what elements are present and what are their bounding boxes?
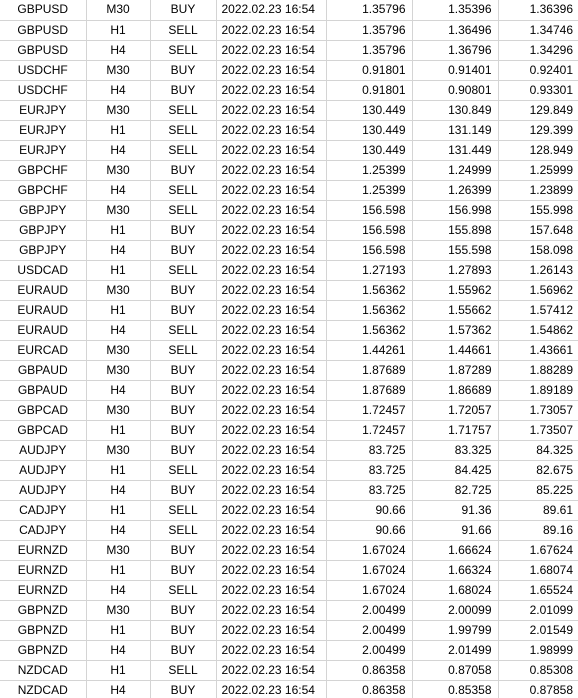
symbol-cell[interactable]: GBPJPY: [0, 240, 86, 260]
table-row: [0, 240, 578, 260]
price-cell[interactable]: 1.67024: [326, 560, 412, 580]
target-cell[interactable]: 157.648: [498, 220, 578, 240]
target-cell[interactable]: 84.325: [498, 440, 578, 460]
stop-cell[interactable]: 1.55962: [412, 280, 498, 300]
timeframe-cell[interactable]: H1: [86, 460, 150, 480]
symbol-cell[interactable]: EURJPY: [0, 100, 86, 120]
timeframe-cell[interactable]: H4: [86, 580, 150, 600]
stop-cell[interactable]: 91.66: [412, 520, 498, 540]
timeframe-cell[interactable]: H4: [86, 40, 150, 60]
price-cell[interactable]: 156.598: [326, 220, 412, 240]
signal-cell[interactable]: BUY: [150, 440, 216, 460]
table-row: [0, 340, 578, 360]
datetime-cell[interactable]: 2022.02.23 16:54: [216, 480, 326, 500]
price-cell[interactable]: 0.86358: [326, 660, 412, 680]
symbol-cell[interactable]: GBPUSD: [0, 40, 86, 60]
stop-cell[interactable]: 1.36796: [412, 40, 498, 60]
timeframe-cell[interactable]: M30: [86, 540, 150, 560]
table-row: [0, 280, 578, 300]
timeframe-cell[interactable]: H4: [86, 240, 150, 260]
table-row: [0, 40, 578, 60]
target-cell[interactable]: 1.89189: [498, 380, 578, 400]
timeframe-cell[interactable]: H1: [86, 260, 150, 280]
signal-cell[interactable]: SELL: [150, 500, 216, 520]
datetime-cell[interactable]: 2022.02.23 16:54: [216, 120, 326, 140]
symbol-cell[interactable]: AUDJPY: [0, 480, 86, 500]
signal-cell[interactable]: BUY: [150, 480, 216, 500]
stop-cell[interactable]: 155.898: [412, 220, 498, 240]
table-row: [0, 20, 578, 40]
datetime-cell[interactable]: 2022.02.23 16:54: [216, 520, 326, 540]
stop-cell[interactable]: 131.449: [412, 140, 498, 160]
target-cell[interactable]: 1.25999: [498, 160, 578, 180]
table-row: [0, 420, 578, 440]
symbol-cell[interactable]: GBPAUD: [0, 360, 86, 380]
table-row: [0, 80, 578, 100]
target-cell[interactable]: 1.73507: [498, 420, 578, 440]
symbol-cell[interactable]: CADJPY: [0, 500, 86, 520]
datetime-cell[interactable]: 2022.02.23 16:54: [216, 600, 326, 620]
price-cell[interactable]: 1.44261: [326, 340, 412, 360]
timeframe-cell[interactable]: M30: [86, 160, 150, 180]
signal-cell[interactable]: BUY: [150, 0, 216, 20]
datetime-cell[interactable]: 2022.02.23 16:54: [216, 620, 326, 640]
symbol-cell[interactable]: AUDJPY: [0, 460, 86, 480]
datetime-cell[interactable]: 2022.02.23 16:54: [216, 420, 326, 440]
symbol-cell[interactable]: EURAUD: [0, 320, 86, 340]
target-cell[interactable]: 1.36396: [498, 0, 578, 20]
stop-cell[interactable]: 1.27893: [412, 260, 498, 280]
signal-cell[interactable]: BUY: [150, 420, 216, 440]
signal-cell[interactable]: BUY: [150, 160, 216, 180]
stop-cell[interactable]: 0.85358: [412, 680, 498, 698]
table-row: [0, 220, 578, 240]
stop-cell[interactable]: 0.91401: [412, 60, 498, 80]
datetime-cell[interactable]: 2022.02.23 16:54: [216, 20, 326, 40]
target-cell[interactable]: 0.92401: [498, 60, 578, 80]
timeframe-cell[interactable]: M30: [86, 200, 150, 220]
signal-cell[interactable]: SELL: [150, 460, 216, 480]
datetime-cell[interactable]: 2022.02.23 16:54: [216, 680, 326, 698]
price-cell[interactable]: 83.725: [326, 460, 412, 480]
signal-cell[interactable]: SELL: [150, 320, 216, 340]
price-cell[interactable]: 1.35796: [326, 40, 412, 60]
datetime-cell[interactable]: 2022.02.23 16:54: [216, 60, 326, 80]
price-cell[interactable]: 0.86358: [326, 680, 412, 698]
signal-cell[interactable]: SELL: [150, 40, 216, 60]
stop-cell[interactable]: 1.87289: [412, 360, 498, 380]
table-row: [0, 520, 578, 540]
stop-cell[interactable]: 1.55662: [412, 300, 498, 320]
price-cell[interactable]: 0.91801: [326, 80, 412, 100]
price-cell[interactable]: 1.35796: [326, 20, 412, 40]
table-row: [0, 500, 578, 520]
datetime-cell[interactable]: 2022.02.23 16:54: [216, 80, 326, 100]
target-cell[interactable]: 0.85308: [498, 660, 578, 680]
timeframe-cell[interactable]: M30: [86, 360, 150, 380]
timeframe-cell[interactable]: H1: [86, 20, 150, 40]
symbol-cell[interactable]: EURAUD: [0, 300, 86, 320]
stop-cell[interactable]: 156.998: [412, 200, 498, 220]
table-row: [0, 400, 578, 420]
target-cell[interactable]: 1.73057: [498, 400, 578, 420]
timeframe-cell[interactable]: M30: [86, 340, 150, 360]
timeframe-cell[interactable]: H4: [86, 140, 150, 160]
table-row: [0, 180, 578, 200]
signal-cell[interactable]: SELL: [150, 260, 216, 280]
price-cell[interactable]: 1.56362: [326, 320, 412, 340]
symbol-cell[interactable]: GBPNZD: [0, 620, 86, 640]
timeframe-cell[interactable]: H4: [86, 180, 150, 200]
table-row: [0, 560, 578, 580]
table-row: [0, 380, 578, 400]
signal-cell[interactable]: SELL: [150, 340, 216, 360]
stop-cell[interactable]: 2.01499: [412, 640, 498, 660]
price-cell[interactable]: 1.87689: [326, 380, 412, 400]
target-cell[interactable]: 1.34296: [498, 40, 578, 60]
signal-cell[interactable]: BUY: [150, 240, 216, 260]
price-cell[interactable]: 1.25399: [326, 180, 412, 200]
symbol-cell[interactable]: EURNZD: [0, 540, 86, 560]
symbol-cell[interactable]: GBPCHF: [0, 180, 86, 200]
timeframe-cell[interactable]: H1: [86, 220, 150, 240]
signal-cell[interactable]: BUY: [150, 400, 216, 420]
timeframe-cell[interactable]: H1: [86, 500, 150, 520]
target-cell[interactable]: 89.16: [498, 520, 578, 540]
symbol-cell[interactable]: USDCHF: [0, 80, 86, 100]
target-cell[interactable]: 1.56962: [498, 280, 578, 300]
price-cell[interactable]: 130.449: [326, 100, 412, 120]
timeframe-cell[interactable]: M30: [86, 600, 150, 620]
stop-cell[interactable]: 1.66624: [412, 540, 498, 560]
symbol-cell[interactable]: GBPNZD: [0, 640, 86, 660]
target-cell[interactable]: 2.01549: [498, 620, 578, 640]
target-cell[interactable]: 1.34746: [498, 20, 578, 40]
signal-cell[interactable]: SELL: [150, 200, 216, 220]
datetime-cell[interactable]: 2022.02.23 16:54: [216, 640, 326, 660]
table-row: [0, 480, 578, 500]
symbol-cell[interactable]: EURJPY: [0, 120, 86, 140]
symbol-cell[interactable]: GBPCHF: [0, 160, 86, 180]
timeframe-cell[interactable]: H4: [86, 380, 150, 400]
datetime-cell[interactable]: 2022.02.23 16:54: [216, 180, 326, 200]
signal-cell[interactable]: BUY: [150, 80, 216, 100]
timeframe-cell[interactable]: M30: [86, 0, 150, 20]
symbol-cell[interactable]: USDCHF: [0, 60, 86, 80]
table-row: [0, 60, 578, 80]
target-cell[interactable]: 1.57412: [498, 300, 578, 320]
target-cell[interactable]: 129.849: [498, 100, 578, 120]
symbol-cell[interactable]: GBPUSD: [0, 20, 86, 40]
price-cell[interactable]: 90.66: [326, 500, 412, 520]
symbol-cell[interactable]: GBPAUD: [0, 380, 86, 400]
symbol-cell[interactable]: NZDCAD: [0, 660, 86, 680]
stop-cell[interactable]: 1.86689: [412, 380, 498, 400]
symbol-cell[interactable]: AUDJPY: [0, 440, 86, 460]
price-cell[interactable]: 1.35796: [326, 0, 412, 20]
target-cell[interactable]: 1.23899: [498, 180, 578, 200]
timeframe-cell[interactable]: H1: [86, 620, 150, 640]
table-row: [0, 540, 578, 560]
table-row: [0, 300, 578, 320]
signal-cell[interactable]: BUY: [150, 680, 216, 698]
target-cell[interactable]: 0.87858: [498, 680, 578, 698]
symbol-cell[interactable]: GBPJPY: [0, 200, 86, 220]
datetime-cell[interactable]: 2022.02.23 16:54: [216, 140, 326, 160]
datetime-cell[interactable]: 2022.02.23 16:54: [216, 340, 326, 360]
stop-cell[interactable]: 84.425: [412, 460, 498, 480]
signal-cell[interactable]: BUY: [150, 560, 216, 580]
timeframe-cell[interactable]: H4: [86, 320, 150, 340]
target-cell[interactable]: 155.998: [498, 200, 578, 220]
datetime-cell[interactable]: 2022.02.23 16:54: [216, 240, 326, 260]
price-cell[interactable]: 0.91801: [326, 60, 412, 80]
stop-cell[interactable]: 130.849: [412, 100, 498, 120]
price-cell[interactable]: 156.598: [326, 240, 412, 260]
target-cell[interactable]: 158.098: [498, 240, 578, 260]
datetime-cell[interactable]: 2022.02.23 16:54: [216, 280, 326, 300]
price-cell[interactable]: 1.25399: [326, 160, 412, 180]
timeframe-cell[interactable]: H4: [86, 640, 150, 660]
stop-cell[interactable]: 131.149: [412, 120, 498, 140]
signal-cell[interactable]: SELL: [150, 520, 216, 540]
stop-cell[interactable]: 1.68024: [412, 580, 498, 600]
target-cell[interactable]: 1.67624: [498, 540, 578, 560]
price-cell[interactable]: 1.72457: [326, 420, 412, 440]
price-cell[interactable]: 2.00499: [326, 640, 412, 660]
table-row: [0, 260, 578, 280]
price-cell[interactable]: 2.00499: [326, 600, 412, 620]
signal-cell[interactable]: BUY: [150, 60, 216, 80]
timeframe-cell[interactable]: H1: [86, 120, 150, 140]
price-cell[interactable]: 130.449: [326, 120, 412, 140]
target-cell[interactable]: 89.61: [498, 500, 578, 520]
stop-cell[interactable]: 0.90801: [412, 80, 498, 100]
datetime-cell[interactable]: 2022.02.23 16:54: [216, 440, 326, 460]
timeframe-cell[interactable]: M30: [86, 440, 150, 460]
target-cell[interactable]: 129.399: [498, 120, 578, 140]
table-row: [0, 0, 578, 20]
price-cell[interactable]: 1.56362: [326, 300, 412, 320]
symbol-cell[interactable]: GBPNZD: [0, 600, 86, 620]
signal-cell[interactable]: BUY: [150, 360, 216, 380]
table-row: [0, 660, 578, 680]
stop-cell[interactable]: 0.87058: [412, 660, 498, 680]
target-cell[interactable]: 128.949: [498, 140, 578, 160]
symbol-cell[interactable]: EURJPY: [0, 140, 86, 160]
price-cell[interactable]: 2.00499: [326, 620, 412, 640]
signal-cell[interactable]: BUY: [150, 600, 216, 620]
stop-cell[interactable]: 1.36496: [412, 20, 498, 40]
price-cell[interactable]: 1.56362: [326, 280, 412, 300]
stop-cell[interactable]: 2.00099: [412, 600, 498, 620]
table-row: [0, 200, 578, 220]
table-row: [0, 360, 578, 380]
timeframe-cell[interactable]: M30: [86, 100, 150, 120]
table-row: [0, 440, 578, 460]
signal-cell[interactable]: BUY: [150, 540, 216, 560]
timeframe-cell[interactable]: M30: [86, 280, 150, 300]
symbol-cell[interactable]: USDCAD: [0, 260, 86, 280]
stop-cell[interactable]: 1.72057: [412, 400, 498, 420]
symbol-cell[interactable]: GBPCAD: [0, 400, 86, 420]
price-cell[interactable]: 1.67024: [326, 540, 412, 560]
target-cell[interactable]: 2.01099: [498, 600, 578, 620]
price-cell[interactable]: 156.598: [326, 200, 412, 220]
stop-cell[interactable]: 1.99799: [412, 620, 498, 640]
signal-cell[interactable]: BUY: [150, 220, 216, 240]
stop-cell[interactable]: 1.26399: [412, 180, 498, 200]
datetime-cell[interactable]: 2022.02.23 16:54: [216, 540, 326, 560]
stop-cell[interactable]: 1.24999: [412, 160, 498, 180]
symbol-cell[interactable]: GBPUSD: [0, 0, 86, 20]
timeframe-cell[interactable]: M30: [86, 400, 150, 420]
stop-cell[interactable]: 83.325: [412, 440, 498, 460]
symbol-cell[interactable]: EURAUD: [0, 280, 86, 300]
price-cell[interactable]: 1.67024: [326, 580, 412, 600]
price-cell[interactable]: 83.725: [326, 440, 412, 460]
table-row: [0, 600, 578, 620]
stop-cell[interactable]: 1.44661: [412, 340, 498, 360]
symbol-cell[interactable]: NZDCAD: [0, 680, 86, 698]
signal-cell[interactable]: SELL: [150, 180, 216, 200]
datetime-cell[interactable]: 2022.02.23 16:54: [216, 100, 326, 120]
datetime-cell[interactable]: 2022.02.23 16:54: [216, 400, 326, 420]
symbol-cell[interactable]: EURNZD: [0, 560, 86, 580]
signal-cell[interactable]: BUY: [150, 640, 216, 660]
datetime-cell[interactable]: 2022.02.23 16:54: [216, 580, 326, 600]
symbol-cell[interactable]: CADJPY: [0, 520, 86, 540]
datetime-cell[interactable]: 2022.02.23 16:54: [216, 300, 326, 320]
datetime-cell[interactable]: 2022.02.23 16:54: [216, 460, 326, 480]
target-cell[interactable]: 85.225: [498, 480, 578, 500]
target-cell[interactable]: 1.68074: [498, 560, 578, 580]
timeframe-cell[interactable]: H4: [86, 80, 150, 100]
price-cell[interactable]: 90.66: [326, 520, 412, 540]
table-row: [0, 680, 578, 698]
signal-cell[interactable]: BUY: [150, 280, 216, 300]
symbol-cell[interactable]: EURCAD: [0, 340, 86, 360]
target-cell[interactable]: 1.54862: [498, 320, 578, 340]
stop-cell[interactable]: 155.598: [412, 240, 498, 260]
timeframe-cell[interactable]: H1: [86, 420, 150, 440]
stop-cell[interactable]: 82.725: [412, 480, 498, 500]
table-row: [0, 580, 578, 600]
datetime-cell[interactable]: 2022.02.23 16:54: [216, 160, 326, 180]
datetime-cell[interactable]: 2022.02.23 16:54: [216, 200, 326, 220]
table-row: [0, 320, 578, 340]
stop-cell[interactable]: 1.71757: [412, 420, 498, 440]
signal-cell[interactable]: BUY: [150, 620, 216, 640]
symbol-cell[interactable]: GBPJPY: [0, 220, 86, 240]
table-row: [0, 460, 578, 480]
datetime-cell[interactable]: 2022.02.23 16:54: [216, 360, 326, 380]
table-row: [0, 160, 578, 180]
timeframe-cell[interactable]: M30: [86, 60, 150, 80]
symbol-cell[interactable]: GBPCAD: [0, 420, 86, 440]
symbol-cell[interactable]: EURNZD: [0, 580, 86, 600]
table-row: [0, 100, 578, 120]
table-row: [0, 620, 578, 640]
timeframe-cell[interactable]: H4: [86, 680, 150, 698]
signal-cell[interactable]: SELL: [150, 20, 216, 40]
price-cell[interactable]: 1.27193: [326, 260, 412, 280]
stop-cell[interactable]: 1.57362: [412, 320, 498, 340]
signal-cell[interactable]: SELL: [150, 140, 216, 160]
datetime-cell[interactable]: 2022.02.23 16:54: [216, 40, 326, 60]
timeframe-cell[interactable]: H1: [86, 560, 150, 580]
target-cell[interactable]: 1.98999: [498, 640, 578, 660]
price-cell[interactable]: 83.725: [326, 480, 412, 500]
target-cell[interactable]: 0.93301: [498, 80, 578, 100]
signal-cell[interactable]: SELL: [150, 660, 216, 680]
target-cell[interactable]: 1.43661: [498, 340, 578, 360]
signal-cell[interactable]: BUY: [150, 300, 216, 320]
timeframe-cell[interactable]: H1: [86, 300, 150, 320]
datetime-cell[interactable]: 2022.02.23 16:54: [216, 320, 326, 340]
price-cell[interactable]: 130.449: [326, 140, 412, 160]
price-cell[interactable]: 1.72457: [326, 400, 412, 420]
signal-cell[interactable]: BUY: [150, 380, 216, 400]
datetime-cell[interactable]: 2022.02.23 16:54: [216, 220, 326, 240]
target-cell[interactable]: 1.88289: [498, 360, 578, 380]
signal-cell[interactable]: SELL: [150, 100, 216, 120]
timeframe-cell[interactable]: H4: [86, 520, 150, 540]
timeframe-cell[interactable]: H1: [86, 660, 150, 680]
datetime-cell[interactable]: 2022.02.23 16:54: [216, 560, 326, 580]
table-row: [0, 120, 578, 140]
datetime-cell[interactable]: 2022.02.23 16:54: [216, 380, 326, 400]
datetime-cell[interactable]: 2022.02.23 16:54: [216, 260, 326, 280]
stop-cell[interactable]: 1.35396: [412, 0, 498, 20]
signal-cell[interactable]: SELL: [150, 120, 216, 140]
target-cell[interactable]: 82.675: [498, 460, 578, 480]
target-cell[interactable]: 1.26143: [498, 260, 578, 280]
signal-cell[interactable]: SELL: [150, 580, 216, 600]
datetime-cell[interactable]: 2022.02.23 16:54: [216, 660, 326, 680]
datetime-cell[interactable]: 2022.02.23 16:54: [216, 500, 326, 520]
stop-cell[interactable]: 1.66324: [412, 560, 498, 580]
table-row: [0, 140, 578, 160]
table-row: [0, 640, 578, 660]
stop-cell[interactable]: 91.36: [412, 500, 498, 520]
datetime-cell[interactable]: 2022.02.23 16:54: [216, 0, 326, 20]
timeframe-cell[interactable]: H4: [86, 480, 150, 500]
target-cell[interactable]: 1.65524: [498, 580, 578, 600]
price-cell[interactable]: 1.87689: [326, 360, 412, 380]
